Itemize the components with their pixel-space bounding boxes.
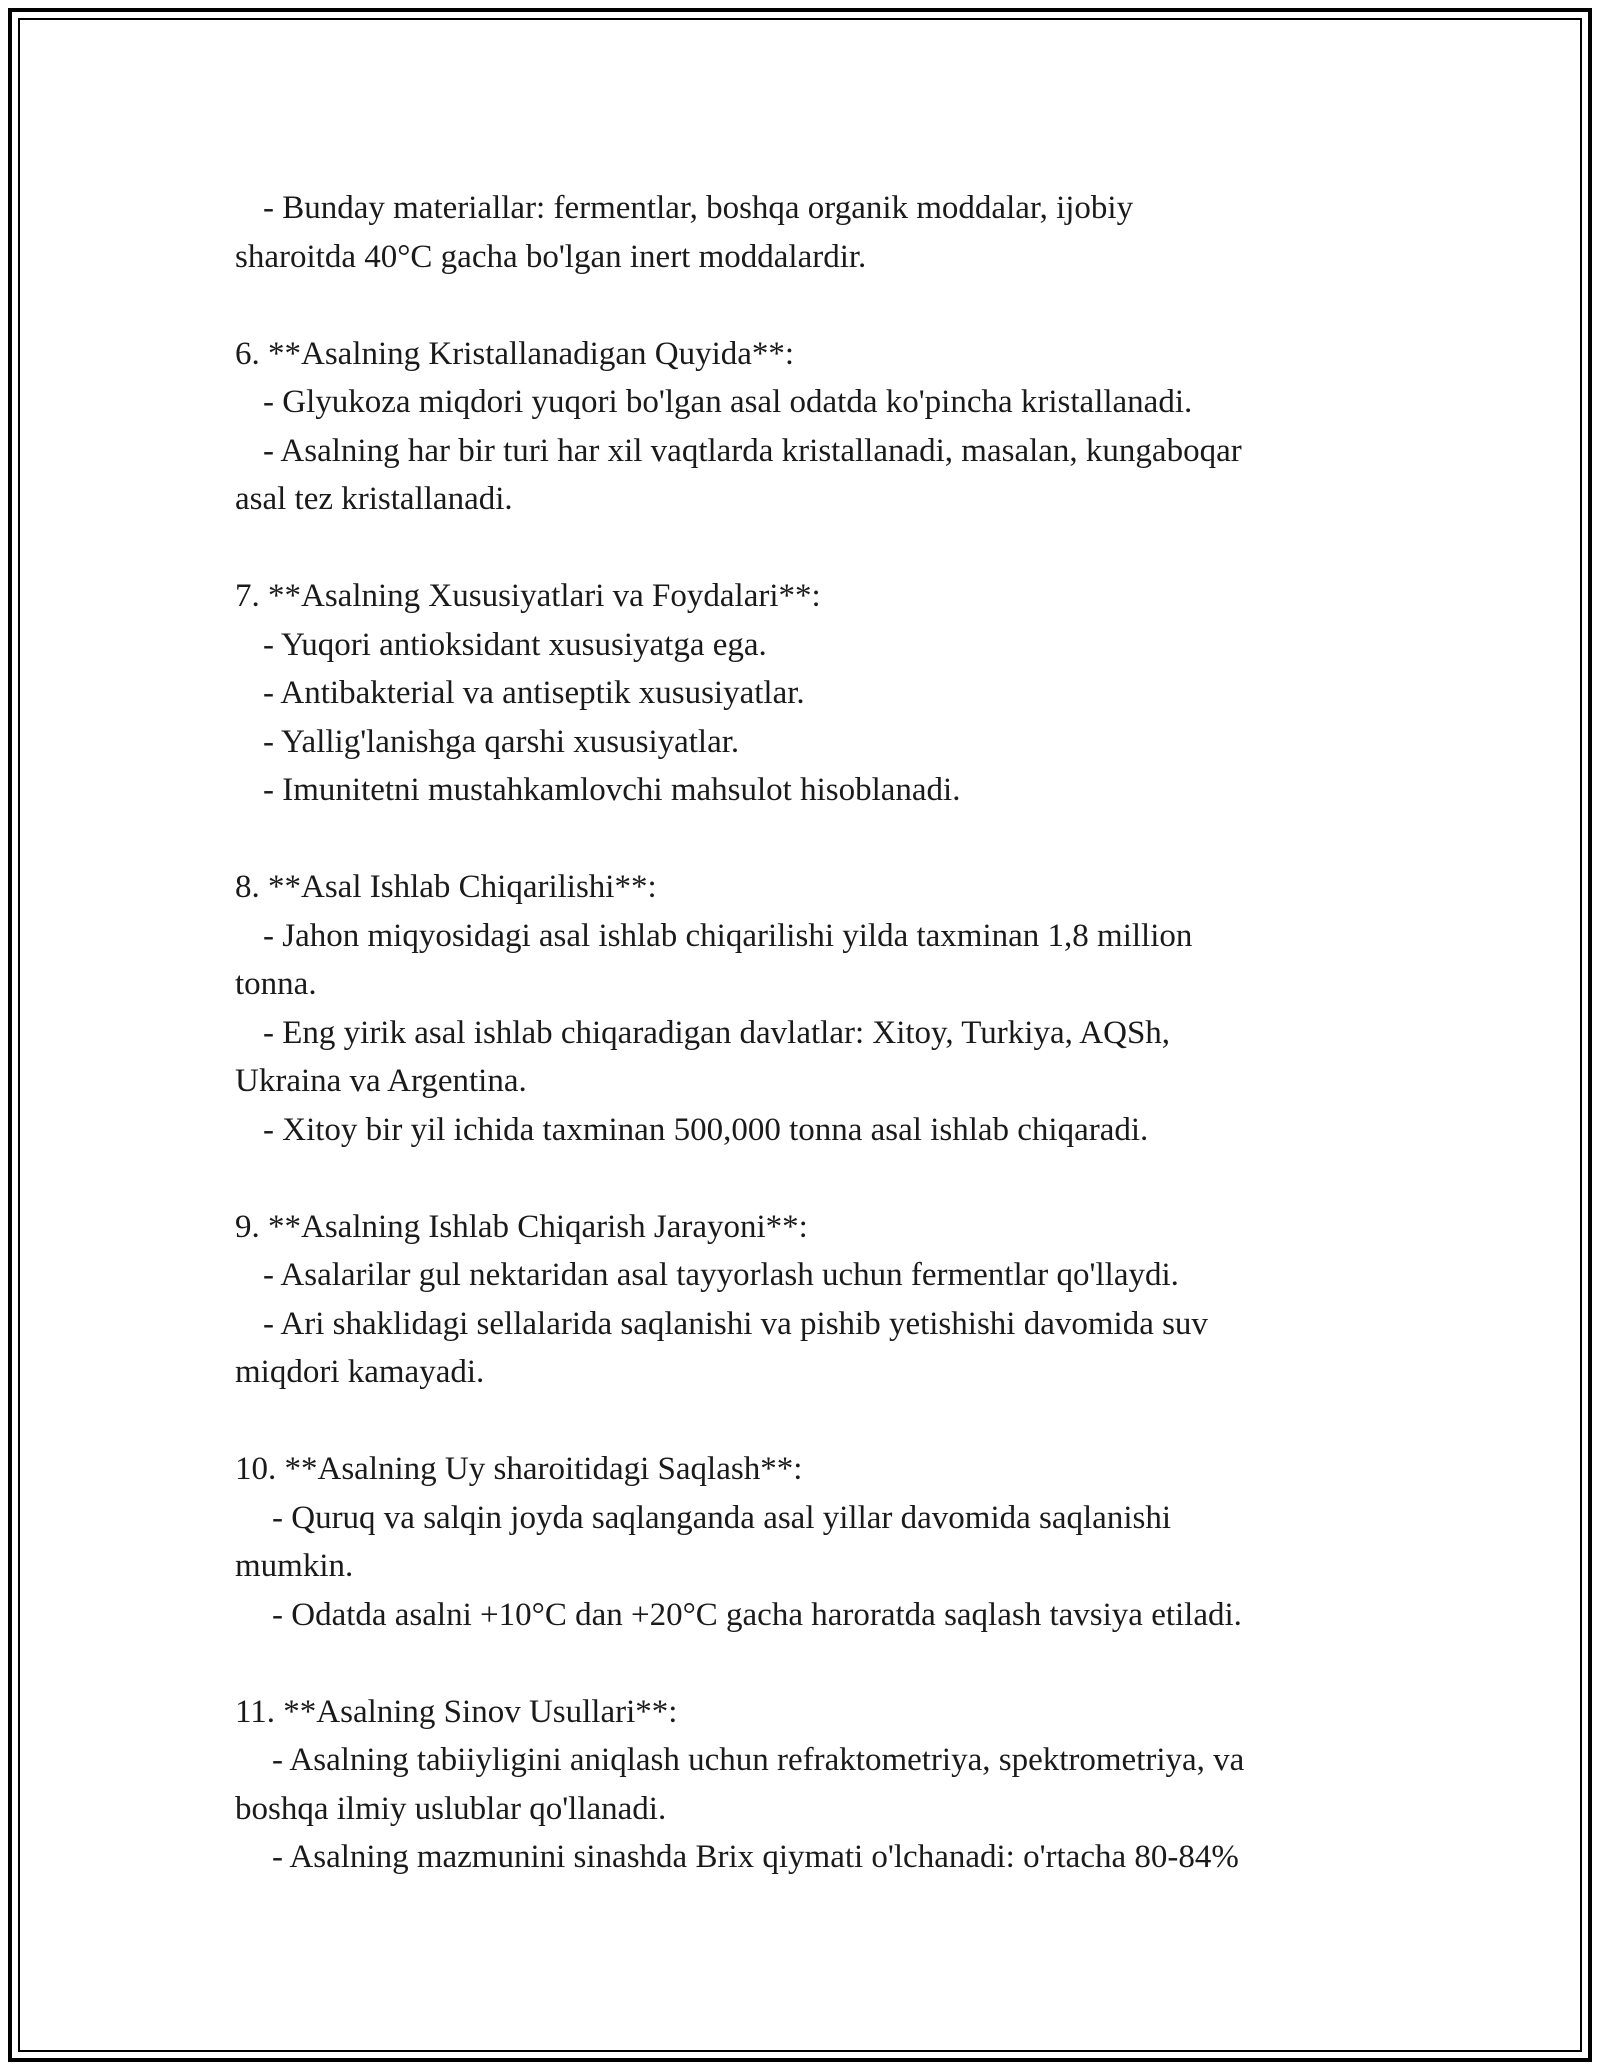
bullet-continuation-line: miqdori kamayadi. (235, 1354, 485, 1390)
bullet-first-line: - Ari shaklidagi sellalarida saqlanishi va pishib yetishishi davomida suv (263, 1305, 1208, 1342)
section-heading: 10. **Asalning Uy sharoitidagi Saqlash**: (235, 1451, 803, 1487)
bullet-first-line: - Asalning har bir turi har xil vaqtlarda kristallanadi, masalan, kungaboqar (263, 432, 1242, 469)
section-heading: 9. **Asalning Ishlab Chiqarish Jarayoni**: (235, 1208, 808, 1245)
bullet-first-line: - Jahon miqyosidagi asal ishlab chiqarilishi yilda taxminan 1,8 million (263, 917, 1193, 954)
section-block (235, 1445, 1375, 1639)
bullet-first-line: - Imunitetni mustahkamlovchi mahsulot hisoblanadi. (263, 772, 961, 808)
section-block (235, 1203, 1375, 1397)
section-block (235, 863, 1375, 1154)
bullet-first-line: - Bunday materiallar: fermentlar, boshqa organik moddalar, ijobiy (263, 190, 1134, 226)
bullet-continuation-line: Ukraina va Argentina. (235, 1063, 527, 1099)
bullet-continuation-line: tonna. (235, 966, 317, 1002)
bullet-first-line: - Eng yirik asal ishlab chiqaradigan davlatlar: Xitoy, Turkiya, AQSh, (263, 1014, 1171, 1051)
section-heading: 11. **Asalning Sinov Usullari**: (235, 1693, 678, 1730)
bullet-first-line: - Quruq va salqin joyda saqlanganda asal yillar davomida saqlanishi (272, 1499, 1172, 1536)
section-block (235, 572, 1375, 815)
bullet-first-line: - Glyukoza miqdori yuqori bo'lgan asal odatda ko'pincha kristallanadi. (263, 384, 1193, 420)
bullet-first-line: - Yallig'lanishga qarshi xususiyatlar. (263, 723, 740, 760)
bullet-first-line: - Asalning tabiiyligini aniqlash uchun refraktometriya, spektrometriya, va (272, 1742, 1245, 1778)
bullet-continuation-line: asal tez kristallanadi. (235, 481, 513, 517)
bullet-first-line: - Odatda asalni +10°C dan +20°C gacha haroratda saqlash tavsiya etiladi. (272, 1596, 1242, 1633)
bullet-continuation-line: mumkin. (235, 1548, 354, 1584)
document-body (235, 184, 1375, 1882)
section-heading: 6. **Asalning Kristallanadigan Quyida**: (235, 335, 795, 372)
bullet-first-line: - Asalning mazmunini sinashda Brix qiymati o'lchanadi: o'rtacha 80-84% (272, 1839, 1239, 1875)
bullet-first-line: - Yuqori antioksidant xususiyatga ega. (263, 626, 767, 663)
bullet-first-line: - Antibakterial va antiseptik xususiyatlar. (263, 675, 805, 711)
bullet-first-line: - Xitoy bir yil ichida taxminan 500,000 tonna asal ishlab chiqaradi. (263, 1111, 1149, 1148)
bullet-continuation-line: sharoitda 40°C gacha bo'lgan inert moddalardir. (235, 238, 867, 275)
section-heading: 7. **Asalning Xususiyatlari va Foydalari**: (235, 578, 821, 614)
bullet-continuation-line: boshqa ilmiy uslublar qo'llanadi. (235, 1790, 667, 1827)
section-heading: 8. **Asal Ishlab Chiqarilishi**: (235, 869, 657, 905)
section-block (235, 1688, 1375, 1882)
intro-block (235, 184, 1375, 281)
bullet-first-line: - Asalarilar gul nektaridan asal tayyorlash uchun fermentlar qo'llaydi. (263, 1257, 1179, 1293)
section-block (235, 330, 1375, 524)
